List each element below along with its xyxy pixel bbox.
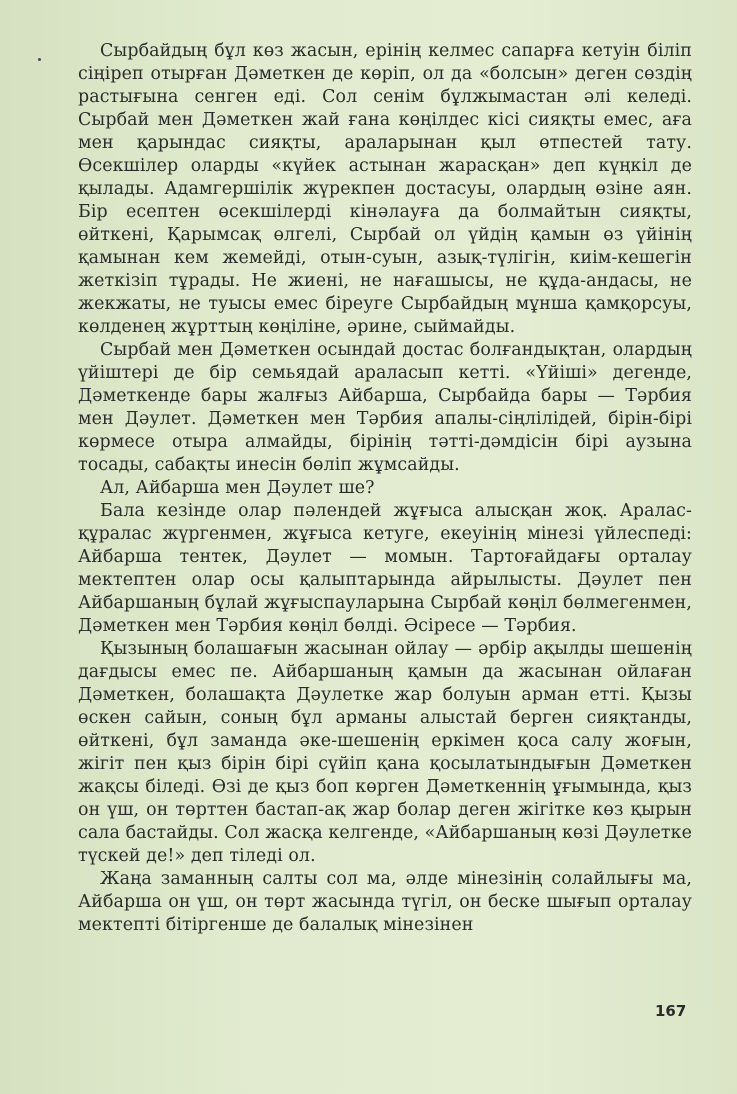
paragraph-4: Бала кезінде олар пәлендей жұғыса алысқан жоқ. Аралас-құралас жүргенмен, жұғыса кетуге, екеуінің мінезі үйлеспеді: Айбарша тентек, Дәулет — момын. Тартоғайдағы орталау мектептен олар осы қалыптарында айрылысты. Дәулет пен Айбаршаның бұлай жұғыспауларына Сырбай көңіл бөлмегенмен, Дәметкен мен Тәрбия көңіл бөлді. Әсіресе — Тәрбия. <box>78 501 692 636</box>
body-text <box>78 40 692 937</box>
paragraph-2: Сырбай мен Дәметкен осындай достас болғандықтан, олардың үйіштері де бір семьядай араласып кетті. «Үйіші» дегенде, Дәметкенде бары жалғыз Айбарша, Сырбайда бары — Тәрбия мен Дәулет. Дәметкен мен Тәрбия апалы-сіңлілідей, бірін-бірі көрмесе отыра алмайды, бірінің тәтті-дәмдісін бірі аузына тосады, сабақты инесін бөліп жұмсайды. <box>78 340 692 475</box>
paragraph-1: Сырбайдың бұл көз жасын, ерінің келмес сапарға кетуін біліп сіңіреп отырған Дәметкен де көріп, ол да «болсын» деген сөздің растығына сенген еді. Сол сенім бұлжымастан әлі келеді. Сырбай мен Дәметкен жай ғана көңілдес кісі сияқты емес, аға мен қарындас сияқты, араларынан қыл өтпестей тату. Өсекшілер оларды «күйек астынан жарасқан» деп күңкіл де қылады. Адамгершілік жүрекпен достасуы, олардың өзіне аян. Бір есептен өсекшілерді кінәлауға да болмайтын сияқты, өйткені, Қарымсақ өлгелі, Сырбай ол үйдің қамын өз үйінің қамынан кем жемейді, отын-суын, азық-түлігін, киім-кешегін жеткізіп тұрады. Не жиені, не нағашысы, не құда-андасы, не жекжаты, не туысы емес біреуге Сырбайдың мұнша қамқорсуы, көлденең жұрттың көңіліне, әрине, сыймайды. <box>78 41 692 337</box>
paragraph-5: Қызының болашағын жасынан ойлау — әрбір ақылды шешенің дағдысы емес пе. Айбаршаның қамын да жасынан ойлаған Дәметкен, болашақта Дәулетке жар болуын арман етті. Қызы өскен сайын, соның бұл арманы алыстай берген сияқтанды, өйткені, бұл заманда әке-шешенің еркімен қоса салу жоғын, жігіт пен қыз бірін бірі сүйіп қана қосылатындығын Дәметкен жақсы біледі. Өзі де қыз боп көрген Дәметкеннің ұғымында, қыз он үш, он төрттен бастап-ақ жар болар деген жігітке көз қырын сала бастайды. Сол жасқа келгенде, «Айбаршаның көзі Дәулетке түскей де!» деп тіледі ол. <box>78 639 692 866</box>
paragraph-6: Жаңа заманның салты сол ма, әлде мінезінің солайлығы ма, Айбарша он үш, он төрт жасында түгіл, он беске шығып орталау мектепті бітіргенше де балалық мінезінен <box>78 869 692 935</box>
page-number: 167 <box>655 1002 687 1020</box>
margin-mark <box>38 58 41 61</box>
paragraph-3: Ал, Айбарша мен Дәулет ше? <box>100 478 375 498</box>
